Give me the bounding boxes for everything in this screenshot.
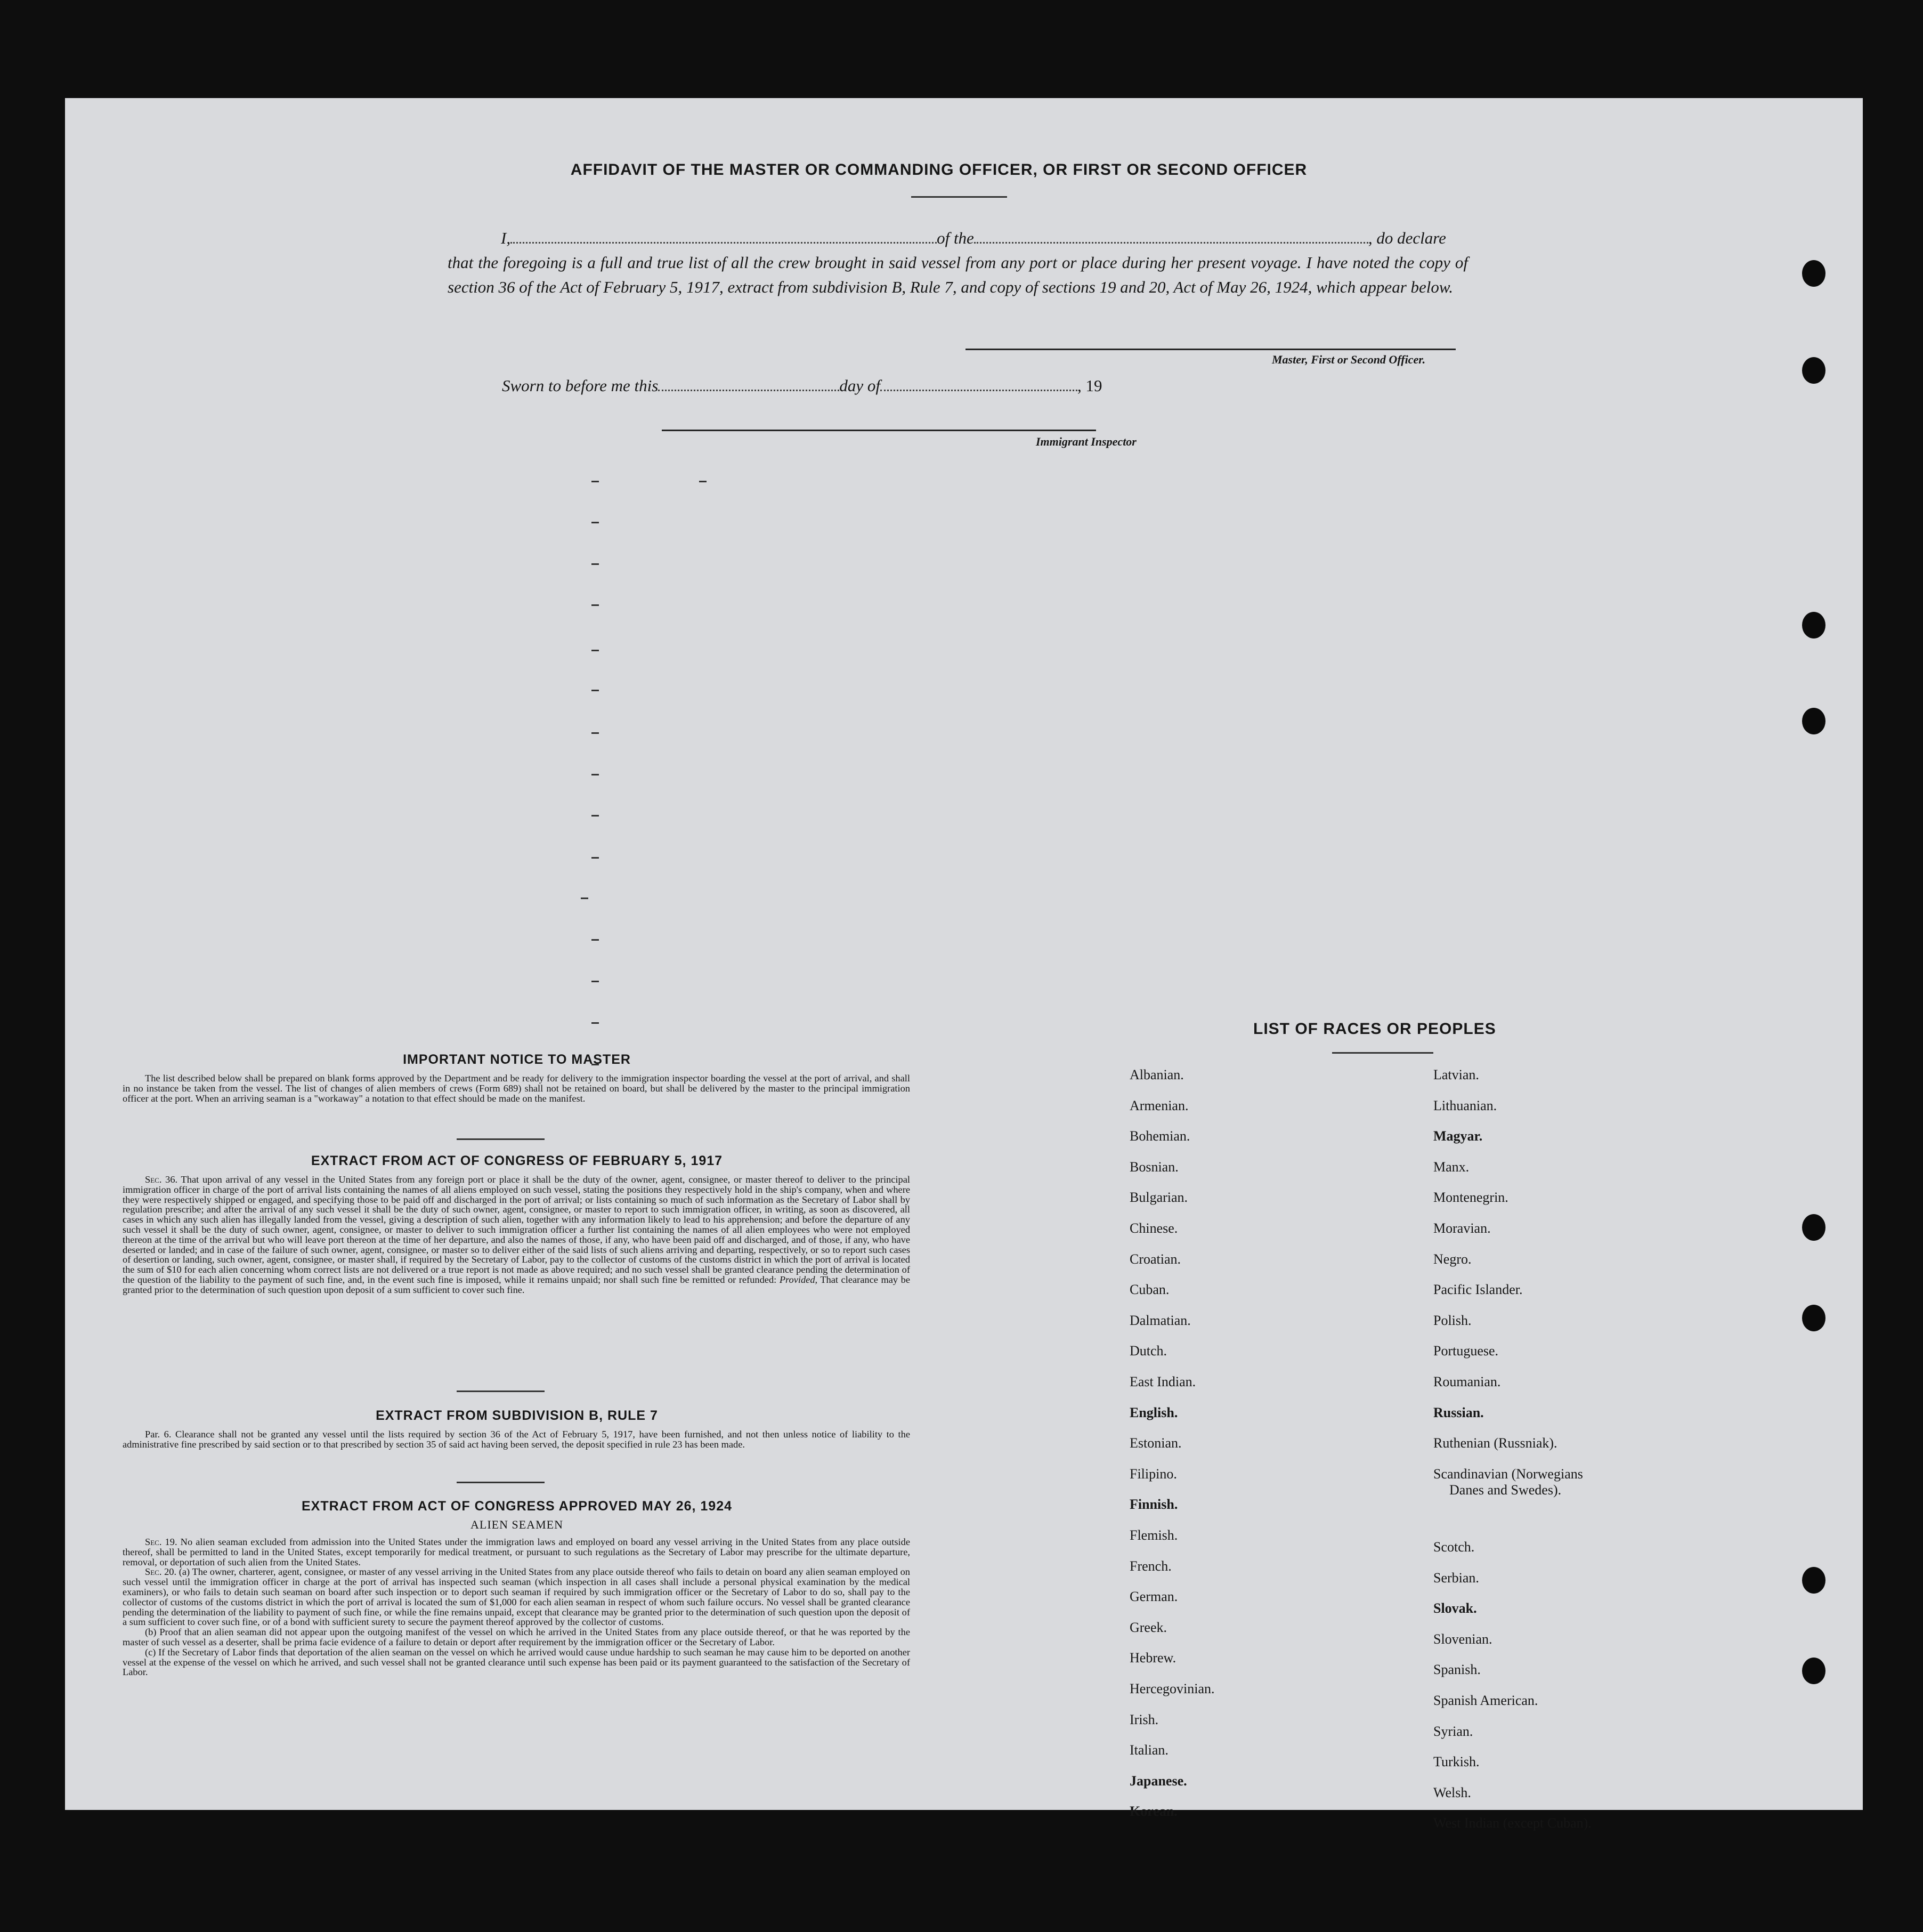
race-item: Dalmatian. xyxy=(1130,1312,1191,1328)
race-item: Welsh. xyxy=(1433,1784,1471,1800)
margin-dash xyxy=(591,815,599,817)
title-rule xyxy=(911,196,1007,198)
act-1917-title: EXTRACT FROM ACT OF CONGRESS OF FEBRUARY 5, 1917 xyxy=(311,1153,723,1168)
race-item: Irish. xyxy=(1130,1711,1159,1727)
race-item: Hercegovinian. xyxy=(1130,1681,1215,1696)
race-item: Manx. xyxy=(1433,1159,1470,1175)
races-title-rule xyxy=(1332,1052,1433,1054)
margin-dash xyxy=(591,939,599,941)
sworn-line xyxy=(502,376,1102,395)
race-item: Negro. xyxy=(1433,1251,1472,1267)
margin-dash xyxy=(591,981,599,982)
race-item: Magyar. xyxy=(1433,1128,1483,1144)
race-item: Cuban. xyxy=(1130,1282,1170,1298)
affidavit-first-line xyxy=(448,226,1468,250)
section-separator xyxy=(457,1482,545,1483)
sec-36-label: Sec. 36. xyxy=(145,1174,178,1185)
race-item: French. xyxy=(1130,1558,1172,1574)
race-item: East Indian. xyxy=(1130,1374,1196,1389)
margin-dash xyxy=(591,604,599,606)
race-item: Filipino. xyxy=(1130,1466,1177,1482)
affidavit-declaration-text: that the foregoing is a full and true list of all the crew brought in said vessel from any port or place during her present voyage. I have noted the copy of section 36 of the Act of February 5, 1917, extract from subdivision B, Rule 7, and copy of sections 19 and 20, Act of May 26, 1924, which appear below. xyxy=(448,253,1468,296)
master-signature-line[interactable] xyxy=(965,349,1456,350)
race-item: Dutch. xyxy=(1130,1343,1167,1359)
sec-20a-text: (a) The owner, charterer, agent, consignee, or master of any vessel arriving in the United States from any place outside thereof who fails to detain on board any alien seaman employed on such vessel until the immigration officer in charge at the port of arrival has inspected such seaman (which inspection in all cases shall include a personal physical examination by the medical examiners), or who fails to detain such seaman on board after such inspection or to deport such seaman if required by such immigration officer or the Secretary of Labor to do so, shall pay to the collector of customs of the customs district in which the port of arrival is located the sum of $1,000 for each alien seaman in respect of whom such failure occurs. No vessel shall be granted clearance pending the determination of the liability to payment of such fine, or while the fine remains unpaid, except that clearance may be granted prior to the determination of such question upon the deposit of a sum sufficient to cover such fine, or of a bond with sufficient surety to secure the payment thereof approved by the collector of customs. xyxy=(123,1566,911,1628)
section-separator xyxy=(457,1391,545,1392)
sec-20c-text: (c) If the Secretary of Labor finds that deportation of the alien seaman on the vessel on which he arrived would cause undue hardship to such seaman he may cause him to be deported on another vessel at the expense of the vessel on which he arrived, and such vessel shall not be granted clearance until such expense has been paid or its payment guaranteed to the satisfaction of the Secretary of Labor. xyxy=(123,1646,910,1678)
race-item: Slovenian. xyxy=(1433,1631,1492,1647)
act-1917-text-block xyxy=(123,1175,910,1295)
race-item: Ruthenian (Russniak). xyxy=(1433,1435,1557,1451)
race-item: Roumanian. xyxy=(1433,1374,1501,1389)
officer-name-field[interactable] xyxy=(510,242,937,244)
race-item: Spanish American. xyxy=(1433,1693,1538,1708)
margin-dash xyxy=(591,650,599,651)
inspector-signature-caption: Immigrant Inspector xyxy=(1036,435,1137,448)
race-item: Italian. xyxy=(1130,1742,1169,1758)
sworn-year-label: , 19 xyxy=(1077,376,1102,395)
margin-dash xyxy=(591,522,599,523)
margin-dash xyxy=(591,1022,599,1024)
rule-7-text-block xyxy=(123,1429,910,1450)
race-item: Hebrew. xyxy=(1130,1650,1176,1666)
race-item: Chinese. xyxy=(1130,1220,1178,1236)
act-1924-title: EXTRACT FROM ACT OF CONGRESS APPROVED MAY 26, 1924 xyxy=(301,1499,733,1514)
margin-dash xyxy=(591,690,599,691)
race-item: Montenegrin. xyxy=(1433,1190,1508,1206)
form-page xyxy=(65,98,1863,1831)
race-item: Albanian. xyxy=(1130,1067,1184,1082)
margin-dash xyxy=(581,898,588,899)
margin-dash xyxy=(591,481,599,482)
sec-19-label: Sec. 19. xyxy=(145,1537,177,1547)
race-item: Scandinavian (Norwegians xyxy=(1433,1466,1583,1482)
race-item: Serbian. xyxy=(1433,1570,1479,1586)
vessel-name-field[interactable] xyxy=(974,242,1368,244)
race-item: Pacific Islander. xyxy=(1433,1282,1523,1298)
race-item: Polish. xyxy=(1433,1312,1472,1328)
race-item: Flemish. xyxy=(1130,1527,1178,1543)
sec-36-text-end: That clearance may be granted prior to the determination of such question upon deposit of a sum sufficient to cover such fine. xyxy=(123,1274,911,1295)
race-item: Spanish. xyxy=(1433,1662,1481,1678)
races-title: LIST OF RACES OR PEOPLES xyxy=(1253,1020,1496,1038)
rule-7-text: Par. 6. Clearance shall not be granted any vessel until the lists required by section 36 of the Act of February 5, 1917, have been furnished, and not then unless notice of liability to the administrative fine prescribed by said section or to that prescribed by section 35 of said act having been served, the deposit specified in rule 23 has been made. xyxy=(123,1429,910,1450)
margin-dash xyxy=(591,563,599,565)
margin-dash xyxy=(591,732,599,734)
race-item: German. xyxy=(1130,1589,1178,1605)
sworn-month-field[interactable] xyxy=(880,390,1077,391)
rule-7-title: EXTRACT FROM SUBDIVISION B, RULE 7 xyxy=(376,1408,658,1423)
race-item: Estonian. xyxy=(1130,1435,1182,1451)
race-item: Portuguese. xyxy=(1433,1343,1499,1359)
race-item: Scotch. xyxy=(1433,1539,1475,1555)
binder-hole xyxy=(1802,1214,1825,1241)
margin-dash xyxy=(591,857,599,859)
binder-hole xyxy=(1802,357,1825,384)
sec-20-label: Sec. 20. xyxy=(145,1566,177,1578)
binder-hole xyxy=(1802,612,1825,638)
race-item: English. xyxy=(1130,1404,1178,1420)
act-1924-text-block xyxy=(123,1537,910,1677)
race-item: Greek. xyxy=(1130,1619,1167,1635)
affidavit-declare-label: , do declare xyxy=(1368,229,1446,247)
sworn-prefix: Sworn to before me this xyxy=(502,376,659,395)
affidavit-i-label: I, xyxy=(501,229,511,247)
race-item: Latvian. xyxy=(1433,1067,1479,1082)
sec-36-text: That upon arrival of any vessel in the United States from any foreign port or place it shall be the duty of the owner, agent, consignee, or master thereof to deliver to the principal immigration officer in charge of the port of arrival lists containing the names of all aliens employed on such vessel, stating the positions they respectively hold in the ship's company, when and where they were respectively shipped or engaged, and specifying those to be paid off and discharged in the port of arrival; or lists containing so much of such information as the Secretary of Labor shall by regulation prescribe; and after the arrival of any such vessel it shall be the duty of such owner, agent, consignee, or master to report to such immigration officer, in writing, as soon as discovered, all cases in which any such alien has illegally landed from the vessel, giving a description of such alien, together with any information likely to lead to his apprehension; and before the departure of any such vessel it shall be the duty of such owner, agent, consignee, or master to deliver to such immigration officer a further list containing the names of all alien employees who were not employed thereon at the time of the arrival but who will leave port thereon at the time of her departure, and also the names of those, if any, who have been paid off and discharged, and of those, if any, who have deserted or landed; and in case of the failure of such owner, agent, consignee, or master so to deliver either of the said lists of such aliens arriving and departing, respectively, or so to report such cases of desertion or landing, such owner, agent, consignee, or master shall, if required by the Secretary of Labor, pay to the collector of customs of the customs district in which the port of arrival is located the sum of $10 for each alien concerning whom correct lists are not delivered or a true report is not made as above required; and no such vessel shall be granted clearance pending the determination of the question of the liability to the payment of such fine, and, in the event such fine is imposed, while it remains unpaid; nor shall such fine be remitted or refunded: xyxy=(123,1174,911,1285)
sec-19-text: No alien seaman excluded from admission into the United States under the immigration laws and employed on board any vessel arriving in the United States from any place outside thereof, shall be permitted to land in the United States, except temporarily for medical treatment, or pursuant to such regulations as the Secretary of Labor may prescribe for the ultimate departure, removal, or deportation of such alien from the United States. xyxy=(123,1537,910,1567)
margin-dash xyxy=(699,481,707,482)
margin-dash xyxy=(591,774,599,775)
binder-hole xyxy=(1802,260,1825,287)
race-item: Bohemian. xyxy=(1130,1128,1190,1144)
section-separator xyxy=(457,1138,545,1140)
race-item: Bulgarian. xyxy=(1130,1190,1188,1206)
provided-word: Provided, xyxy=(779,1274,818,1285)
race-item: Danes and Swedes). xyxy=(1449,1482,1562,1498)
race-item: Croatian. xyxy=(1130,1251,1181,1267)
race-item: Russian. xyxy=(1433,1404,1484,1420)
alien-seamen-subtitle: ALIEN SEAMEN xyxy=(470,1518,563,1531)
race-item: Syrian. xyxy=(1433,1723,1473,1739)
notice-title: IMPORTANT NOTICE TO MASTER xyxy=(403,1052,631,1067)
sworn-day-field[interactable] xyxy=(658,390,839,391)
binder-hole xyxy=(1802,1567,1825,1594)
notice-text-block xyxy=(123,1073,910,1103)
binder-hole xyxy=(1802,1305,1825,1331)
inspector-signature-line[interactable] xyxy=(662,430,1096,431)
affidavit-body xyxy=(448,226,1468,300)
notice-text: The list described below shall be prepared on blank forms approved by the Department and be ready for delivery to the immigration inspector boarding the vessel at the port of arrival, and shall in no instance be taken from the vessel. The list of changes of alien members of crews (Form 689) shall not be retained on board, but shall be delivered by the master to the principal immigration officer at the port. When an arriving seaman is a "workaway" a notation to that effect should be made on the manifest. xyxy=(123,1073,910,1104)
binder-hole xyxy=(1802,708,1825,734)
race-item: Japanese. xyxy=(1130,1773,1187,1789)
race-item: Armenian. xyxy=(1130,1097,1189,1113)
race-item: Finnish. xyxy=(1130,1497,1178,1513)
affidavit-of-label: of the xyxy=(937,229,974,247)
race-item: Bosnian. xyxy=(1130,1159,1179,1175)
sec-20b-text: (b) Proof that an alien seaman did not appear upon the outgoing manifest of the vessel on which he arrived in the United States from any place outside thereof, or that he was reported by the master of such vessel as a deserter, shall be prima facie evidence of a failure to detain or deport after requirement by the immigration officer or the Secretary of Labor. xyxy=(123,1627,910,1647)
race-item: West Indian (except Cuban). xyxy=(1433,1815,1592,1831)
race-item: Korean. xyxy=(1130,1804,1178,1820)
master-signature-caption: Master, First or Second Officer. xyxy=(1272,353,1426,366)
race-item: Lithuanian. xyxy=(1433,1097,1497,1113)
race-item: Slovak. xyxy=(1433,1600,1477,1616)
affidavit-title: AFFIDAVIT OF THE MASTER OR COMMANDING OFFICER, OR FIRST OR SECOND OFFICER xyxy=(570,161,1308,179)
binder-hole xyxy=(1802,1658,1825,1684)
sworn-day-label: day of xyxy=(839,376,880,395)
race-item: Turkish. xyxy=(1433,1754,1480,1770)
race-item: Moravian. xyxy=(1433,1220,1491,1236)
